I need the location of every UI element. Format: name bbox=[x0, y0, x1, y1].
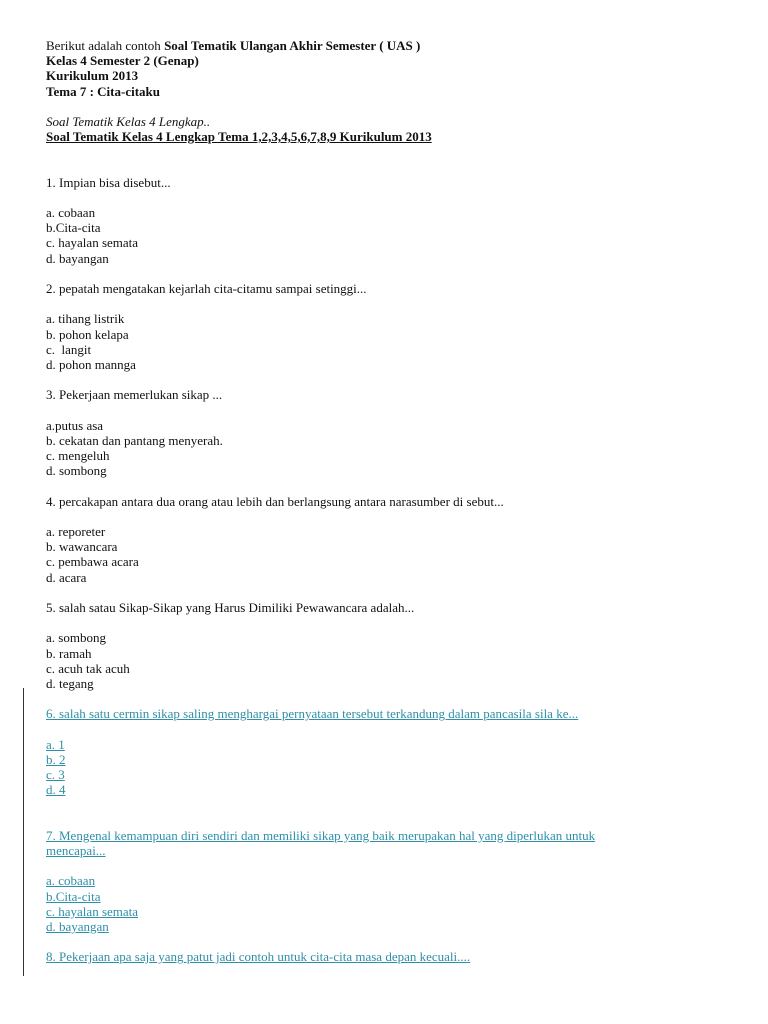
q2-option-a: a. tihang listrik bbox=[46, 311, 125, 327]
question-6-link[interactable]: 6. salah satu cermin sikap saling menghargai pernyataan tersebut terkandung dalam pancasila sila ke... bbox=[46, 706, 579, 722]
intro-prefix: Berikut adalah contoh bbox=[46, 38, 165, 53]
q1-option-b: b.Cita-cita bbox=[46, 220, 101, 236]
q5-option-c: c. acuh tak acuh bbox=[46, 660, 130, 676]
question-1: 1. Impian bisa disebut... bbox=[46, 174, 171, 190]
intro-title: Soal Tematik Ulangan Akhir Semester ( UAS ) bbox=[164, 38, 421, 53]
question-2: 2. pepatah mengatakan kejarlah cita-citamu sampai setinggi... bbox=[46, 281, 367, 296]
q2-option-b: b. pohon kelapa bbox=[46, 326, 129, 342]
q6-option-d-link[interactable]: d. 4 bbox=[46, 782, 66, 798]
question-7-link[interactable]: 7. Mengenal kemampuan diri sendiri dan memiliki sikap yang baik merupakan hal yang diperlukan untuk bbox=[46, 827, 596, 843]
question-3: 3. Pekerjaan memerlukan sikap ... bbox=[46, 387, 223, 403]
q1-option-d: d. bayangan bbox=[46, 250, 109, 266]
q2-option-c: c. langit bbox=[46, 341, 92, 357]
q3-option-b: b. cekatan dan pantang menyerah. bbox=[46, 432, 223, 448]
theme-line: Tema 7 : Cita-citaku bbox=[46, 83, 160, 99]
q4-option-a: a. reporeter bbox=[46, 524, 106, 539]
q5-option-d: d. tegang bbox=[46, 675, 94, 691]
document-page bbox=[46, 38, 736, 964]
intro-line bbox=[46, 38, 736, 53]
italic-heading: Soal Tematik Kelas 4 Lengkap.. bbox=[46, 113, 211, 129]
q5-option-b: b. ramah bbox=[46, 645, 92, 661]
q4-option-c: c. pembawa acara bbox=[46, 554, 139, 570]
class-line: Kelas 4 Semester 2 (Genap) bbox=[46, 53, 199, 69]
question-5: 5. salah satau Sikap-Sikap yang Harus Dimiliki Pewawancara adalah... bbox=[46, 599, 415, 615]
curriculum-line: Kurikulum 2013 bbox=[46, 68, 139, 84]
q3-option-c: c. mengeluh bbox=[46, 448, 110, 464]
revision-bar bbox=[23, 688, 24, 976]
q4-option-d: d. acara bbox=[46, 569, 87, 585]
q3-option-d: d. sombong bbox=[46, 463, 107, 479]
q6-option-c-link[interactable]: c. 3 bbox=[46, 767, 65, 782]
q1-option-c: c. hayalan semata bbox=[46, 235, 139, 251]
q7-option-b-link[interactable]: b.Cita-cita bbox=[46, 888, 101, 904]
q6-option-a-link[interactable]: a. 1 bbox=[46, 736, 65, 752]
q6-option-b-link[interactable]: b. 2 bbox=[46, 751, 66, 767]
q5-option-a: a. sombong bbox=[46, 630, 106, 646]
all-themes-link[interactable]: Soal Tematik Kelas 4 Lengkap Tema 1,2,3,4,5,6,7,8,9 Kurikulum 2013 bbox=[46, 129, 432, 145]
question-8-link[interactable]: 8. Pekerjaan apa saja yang patut jadi contoh untuk cita-cita masa depan kecuali.... bbox=[46, 949, 471, 965]
q7-option-d-link[interactable]: d. bayangan bbox=[46, 918, 109, 934]
q2-option-d: d. pohon mannga bbox=[46, 356, 136, 372]
q7-option-c-link[interactable]: c. hayalan semata bbox=[46, 903, 139, 919]
q7-option-a-link[interactable]: a. cobaan bbox=[46, 873, 96, 889]
q4-option-b: b. wawancara bbox=[46, 539, 118, 555]
q3-option-a: a.putus asa bbox=[46, 417, 104, 433]
question-7-link-cont[interactable]: mencapai... bbox=[46, 842, 106, 858]
q1-option-a: a. cobaan bbox=[46, 205, 96, 221]
question-4: 4. percakapan antara dua orang atau lebih dan berlangsung antara narasumber di sebut... bbox=[46, 493, 504, 509]
